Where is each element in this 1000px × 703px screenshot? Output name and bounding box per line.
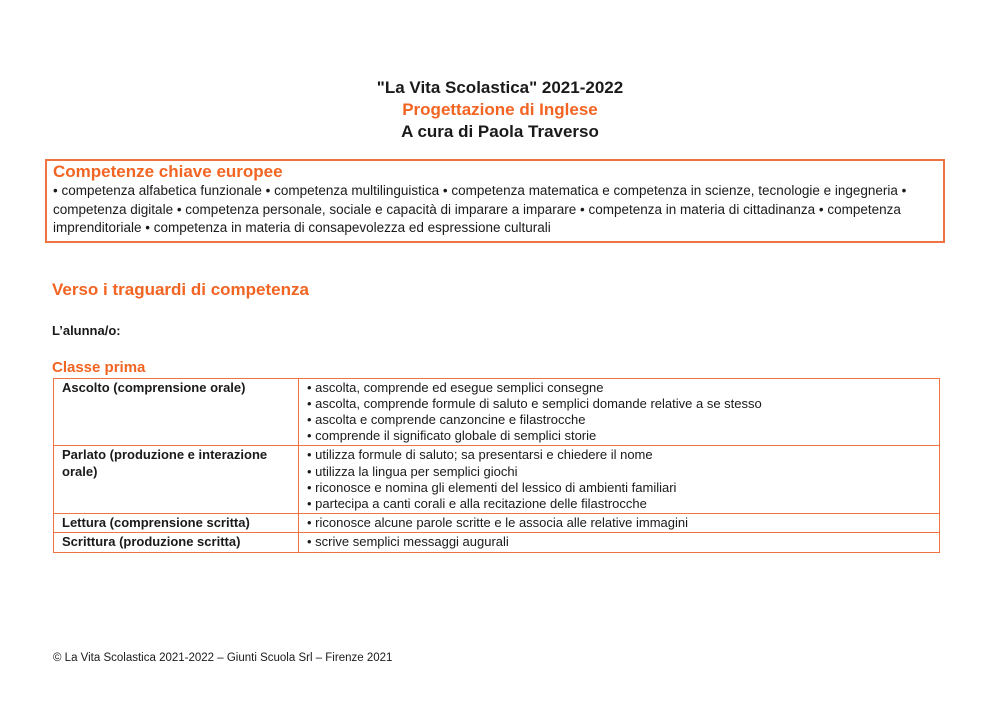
traguardi-section-heading: Verso i traguardi di competenza (52, 279, 309, 299)
doc-author-line: A cura di Paola Traverso (401, 122, 599, 141)
descriptors-cell (299, 446, 940, 514)
descriptor-item: • scrive semplici messaggi augurali (307, 534, 933, 550)
descriptor-item: • comprende il significato globale di semplici storie (307, 428, 933, 444)
page-footer (53, 651, 1000, 665)
descriptor-item: • riconosce alcune parole scritte e le associa alle relative immagini (307, 515, 933, 531)
subject-label: L’alunna/o: (52, 322, 121, 338)
descriptors-cell (299, 533, 940, 552)
descriptors-cell (299, 514, 940, 533)
competenze-chiave-box (45, 159, 945, 243)
document-header (0, 77, 1000, 143)
copyright-text: © La Vita Scolastica 2021-2022 – Giunti Scuola Srl – Firenze 2021 (53, 651, 393, 664)
doc-title-line: "La Vita Scolastica" 2021-2022 (376, 78, 624, 97)
competenze-table (53, 378, 940, 553)
descriptor-item: • ascolta, comprende ed esegue semplici consegne (307, 380, 933, 396)
descriptors-cell (299, 378, 940, 446)
table-row-lettura (54, 514, 940, 533)
table-row-ascolto (54, 378, 940, 446)
descriptor-item: • utilizza la lingua per semplici giochi (307, 464, 933, 480)
descriptor-item: • partecipa a canti corali e alla recitazione delle filastrocche (307, 496, 933, 512)
table-row-parlato (54, 446, 940, 514)
skill-cell: Ascolto (comprensione orale) (54, 378, 299, 446)
classe-prima-heading: Classe prima (52, 358, 146, 376)
table-row-scrittura (54, 533, 940, 552)
skill-cell: Scrittura (produzione scritta) (54, 533, 299, 552)
competenze-box-heading: Competenze chiave europee (53, 162, 283, 181)
descriptor-item: • utilizza formule di saluto; sa presentarsi e chiedere il nome (307, 447, 933, 463)
skill-cell: Parlato (produzione e interazione orale) (54, 446, 299, 514)
skill-cell: Lettura (comprensione scritta) (54, 514, 299, 533)
competenze-box-body: • competenza alfabetica funzionale • competenza multilinguistica • competenza matematica e competenza in scienze, tecnologie e ingegneria • competenza digitale • competenza personale, sociale e capacità di imparare a imparare • competenza in materia di cittadinanza • competenza imprenditoriale • competenza in materia di consapevolezza ed espressione culturali (53, 183, 907, 235)
descriptor-item: • ascolta, comprende formule di saluto e semplici domande relative a se stesso (307, 396, 933, 412)
descriptor-item: • ascolta e comprende canzoncine e filastrocche (307, 412, 933, 428)
doc-subtitle-line: Progettazione di Inglese (402, 100, 598, 119)
competenze-table-body (54, 378, 940, 552)
descriptor-item: • riconosce e nomina gli elementi del lessico di ambienti familiari (307, 480, 933, 496)
